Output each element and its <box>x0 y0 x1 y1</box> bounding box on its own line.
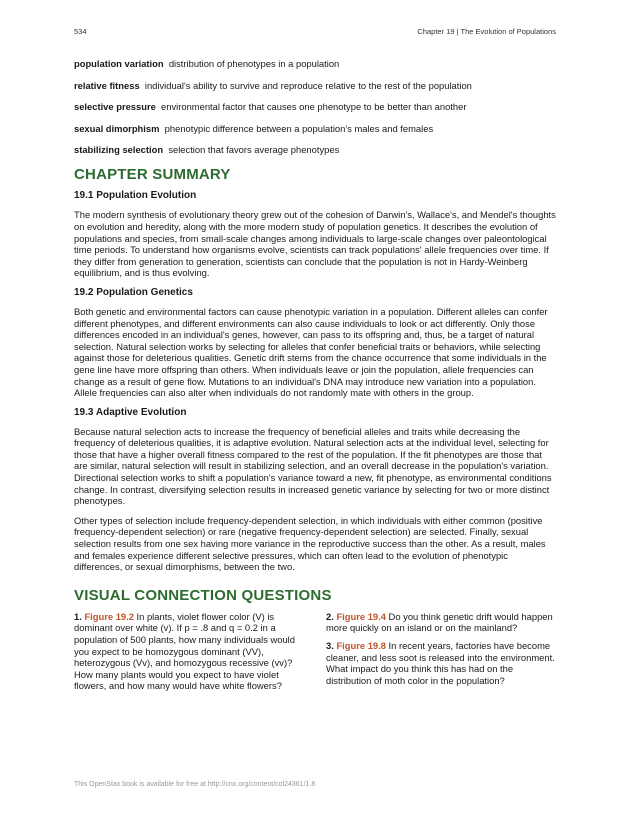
section-paragraph: Because natural selection acts to increase the frequency of beneficial alleles and traits while decreasing the frequency of deleterious qualities, it is adaptive evolution. Natural selection acts at the individual level, selecting for those that have a higher overall fitness compared to the rest of the population. If the fit phenotypes are those that are similar, natural selection will result in stabilizing selection, and an overall decrease in the population's variation. Directional selection works to shift a population's variance toward a new, fit phenotype, as environmental conditions change. In contrast, diversifying selection results in increased genetic variance by selecting for two or more distinct phenotypes. <box>74 425 552 507</box>
glossary <box>74 58 556 156</box>
question-text: Do you think genetic drift would happen more quickly on an island or on the mainland? <box>326 610 553 634</box>
glossary-term: selective pressure <box>74 101 156 113</box>
question <box>74 611 304 692</box>
question-number: 1. <box>74 610 82 622</box>
glossary-entry <box>74 58 556 70</box>
question-text: In recent years, factories have become cleaner, and less soot is released into the environment. What impact do you think this has had on the distribution of moth color in the population? <box>326 640 555 686</box>
section-paragraph: The modern synthesis of evolutionary theory grew out of the cohesion of Darwin's, Wallace's, and Mendel's thoughts on evolution and heredity, along with the more modern study of population genetics. It describes the evolution of populations and species, from small-scale changes among individuals to large-scale changes over paleontological time periods. To understand how organisms evolve, scientists can track populations' allele frequencies over time. If they differ from generation to generation, scientists can conclude that the population is not in Hardy-Weinberg equilibrium, and is thus evolving. <box>74 209 556 279</box>
glossary-term: relative fitness <box>74 79 140 91</box>
questions-left-column <box>74 611 304 698</box>
glossary-term: stabilizing selection <box>74 144 164 156</box>
page-number: 534 <box>74 27 87 36</box>
chapter-title: Chapter 19 | The Evolution of Populations <box>417 27 556 36</box>
section-title: 19.2 Population Genetics <box>74 286 193 298</box>
footer-note: This OpenStax book is available for free at http://cnx.org/content/col24361/1.8 <box>74 781 316 788</box>
glossary-term: sexual dimorphism <box>74 122 160 134</box>
glossary-definition: individual's ability to survive and reproduce relative to the rest of the population <box>144 79 472 91</box>
glossary-term: population variation <box>74 58 164 69</box>
section-title: 19.1 Population Evolution <box>74 190 197 202</box>
section-title: 19.3 Adaptive Evolution <box>74 406 187 418</box>
section-paragraph: Other types of selection include frequency-dependent selection, in which individuals with either common (positive frequency-dependent selection) or rare (negative frequency-dependent selection) are selected. Finally, sexual selection results from one sex having more variance in the reproductive success than the other. As a result, males and females experience different selective pressures, which can often lead to the evolution of phenotypic differences, or sexual dimorphisms, between the two. <box>74 514 546 573</box>
glossary-entry <box>74 101 556 113</box>
visual-connection-heading: VISUAL CONNECTION QUESTIONS <box>74 586 332 604</box>
content <box>74 58 556 698</box>
figure-link[interactable]: Figure 19.8 <box>336 640 386 651</box>
question <box>326 640 556 686</box>
glossary-entry <box>74 144 556 156</box>
question-number: 3. <box>326 640 334 651</box>
glossary-definition: distribution of phenotypes in a population <box>168 58 340 69</box>
glossary-entry <box>74 80 556 92</box>
glossary-definition: phenotypic difference between a population's males and females <box>164 122 434 134</box>
glossary-definition: environmental factor that causes one phenotype to be better than another <box>161 101 467 113</box>
questions-right-column <box>326 611 556 698</box>
figure-link[interactable]: Figure 19.4 <box>336 610 386 622</box>
running-header <box>74 27 556 36</box>
question-number: 2. <box>326 610 334 622</box>
question <box>326 611 556 634</box>
glossary-definition: selection that favors average phenotypes <box>168 144 340 156</box>
section-paragraph: Both genetic and environmental factors can cause phenotypic variation in a population. Different alleles can confer different phenotypes, and different environments can also cause individuals to look or act differently. Only those differences encoded in an individual's genes, however, can pass to its offspring and, thus, be a target of natural selection. Natural selection works by selecting for alleles that confer beneficial traits or behaviors, while selecting against those for deleterious qualities. Genetic drift stems from the chance occurrence that some individuals in the gene line have more offspring than others. When individuals leave or join the population, allele frequencies can change as a result of gene flow. Mutations to an individual's DNA may introduce new variation into a population. Allele frequencies can also alter when individuals do not randomly mate with others in the group. <box>74 305 548 399</box>
figure-link[interactable]: Figure 19.2 <box>84 610 134 622</box>
chapter-summary-heading: CHAPTER SUMMARY <box>74 166 231 184</box>
glossary-entry <box>74 123 556 135</box>
question-text: In plants, violet flower color (V) is dominant over white (v). If p = .8 and q = 0.2 in a population of 500 plants, how many individuals would you expect to be homozygous dominant (VV), heterozygous (Vv), and homozygous recessive (vv)? How many plants would you expect to have violet flowers, and how many would have white flowers? <box>74 610 295 692</box>
questions-columns <box>74 611 556 698</box>
